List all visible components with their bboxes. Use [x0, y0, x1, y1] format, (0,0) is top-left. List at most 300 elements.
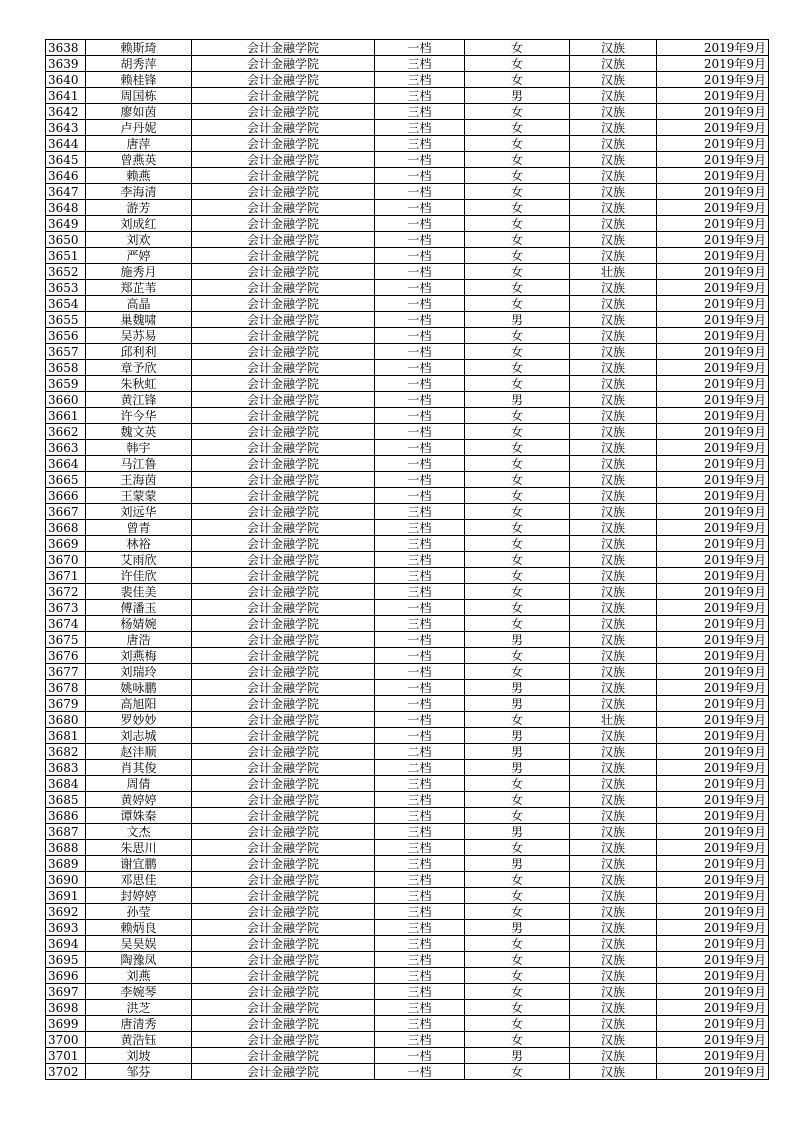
enrollment-date-cell: 2019年9月 — [657, 632, 769, 648]
college-name-cell: 会计金融学院 — [192, 696, 375, 712]
student-name-cell: 韩宇 — [86, 440, 192, 456]
student-name-cell: 唐清秀 — [86, 1016, 192, 1032]
enrollment-date-cell: 2019年9月 — [657, 392, 769, 408]
aid-level-cell: 三档 — [375, 536, 465, 552]
row-number-cell: 3639 — [46, 56, 86, 72]
gender-cell: 男 — [465, 88, 570, 104]
ethnicity-cell: 汉族 — [570, 200, 657, 216]
ethnicity-cell: 汉族 — [570, 696, 657, 712]
row-number-cell: 3675 — [46, 632, 86, 648]
row-number-cell: 3652 — [46, 264, 86, 280]
table-row — [46, 200, 769, 216]
gender-cell: 女 — [465, 280, 570, 296]
college-name-cell: 会计金融学院 — [192, 232, 375, 248]
table-row — [46, 840, 769, 856]
aid-level-cell: 一档 — [375, 488, 465, 504]
enrollment-date-cell: 2019年9月 — [657, 968, 769, 984]
gender-cell: 男 — [465, 1048, 570, 1064]
table-row — [46, 440, 769, 456]
student-name-cell: 唐浩 — [86, 632, 192, 648]
row-number-cell: 3694 — [46, 936, 86, 952]
aid-level-cell: 三档 — [375, 776, 465, 792]
ethnicity-cell: 汉族 — [570, 1016, 657, 1032]
gender-cell: 女 — [465, 600, 570, 616]
table-row — [46, 232, 769, 248]
enrollment-date-cell: 2019年9月 — [657, 840, 769, 856]
enrollment-date-cell: 2019年9月 — [657, 136, 769, 152]
row-number-cell: 3657 — [46, 344, 86, 360]
gender-cell: 女 — [465, 664, 570, 680]
aid-level-cell: 三档 — [375, 616, 465, 632]
enrollment-date-cell: 2019年9月 — [657, 696, 769, 712]
college-name-cell: 会计金融学院 — [192, 520, 375, 536]
table-row — [46, 664, 769, 680]
enrollment-date-cell: 2019年9月 — [657, 264, 769, 280]
aid-level-cell: 一档 — [375, 696, 465, 712]
student-name-cell: 曾燕英 — [86, 152, 192, 168]
student-name-cell: 巢魏啸 — [86, 312, 192, 328]
gender-cell: 女 — [465, 120, 570, 136]
college-name-cell: 会计金融学院 — [192, 296, 375, 312]
enrollment-date-cell: 2019年9月 — [657, 984, 769, 1000]
table-row — [46, 344, 769, 360]
ethnicity-cell: 汉族 — [570, 216, 657, 232]
aid-level-cell: 三档 — [375, 120, 465, 136]
college-name-cell: 会计金融学院 — [192, 856, 375, 872]
college-name-cell: 会计金融学院 — [192, 184, 375, 200]
college-name-cell: 会计金融学院 — [192, 840, 375, 856]
college-name-cell: 会计金融学院 — [192, 584, 375, 600]
enrollment-date-cell: 2019年9月 — [657, 152, 769, 168]
ethnicity-cell: 汉族 — [570, 488, 657, 504]
enrollment-date-cell: 2019年9月 — [657, 776, 769, 792]
student-name-cell: 洪芝 — [86, 1000, 192, 1016]
row-number-cell: 3649 — [46, 216, 86, 232]
row-number-cell: 3654 — [46, 296, 86, 312]
ethnicity-cell: 汉族 — [570, 856, 657, 872]
table-row — [46, 856, 769, 872]
aid-level-cell: 一档 — [375, 152, 465, 168]
gender-cell: 男 — [465, 312, 570, 328]
row-number-cell: 3691 — [46, 888, 86, 904]
college-name-cell: 会计金融学院 — [192, 872, 375, 888]
ethnicity-cell: 汉族 — [570, 888, 657, 904]
aid-level-cell: 一档 — [375, 328, 465, 344]
ethnicity-cell: 汉族 — [570, 872, 657, 888]
student-name-cell: 许今华 — [86, 408, 192, 424]
table-row — [46, 168, 769, 184]
ethnicity-cell: 汉族 — [570, 120, 657, 136]
gender-cell: 女 — [465, 936, 570, 952]
row-number-cell: 3658 — [46, 360, 86, 376]
row-number-cell: 3643 — [46, 120, 86, 136]
student-name-cell: 王蒙蒙 — [86, 488, 192, 504]
student-name-cell: 胡秀萍 — [86, 56, 192, 72]
student-name-cell: 朱思川 — [86, 840, 192, 856]
student-name-cell: 刘燕梅 — [86, 648, 192, 664]
gender-cell: 女 — [465, 984, 570, 1000]
gender-cell: 男 — [465, 680, 570, 696]
gender-cell: 男 — [465, 696, 570, 712]
college-name-cell: 会计金融学院 — [192, 40, 375, 56]
row-number-cell: 3661 — [46, 408, 86, 424]
aid-level-cell: 三档 — [375, 88, 465, 104]
aid-level-cell: 一档 — [375, 248, 465, 264]
table-row — [46, 1064, 769, 1080]
student-name-cell: 赖炳良 — [86, 920, 192, 936]
enrollment-date-cell: 2019年9月 — [657, 376, 769, 392]
college-name-cell: 会计金融学院 — [192, 152, 375, 168]
gender-cell: 女 — [465, 72, 570, 88]
table-row — [46, 296, 769, 312]
aid-level-cell: 三档 — [375, 872, 465, 888]
table-row — [46, 264, 769, 280]
table-row — [46, 520, 769, 536]
college-name-cell: 会计金融学院 — [192, 824, 375, 840]
gender-cell: 女 — [465, 232, 570, 248]
aid-level-cell: 一档 — [375, 632, 465, 648]
college-name-cell: 会计金融学院 — [192, 136, 375, 152]
table-row — [46, 1016, 769, 1032]
gender-cell: 女 — [465, 712, 570, 728]
table-row — [46, 248, 769, 264]
college-name-cell: 会计金融学院 — [192, 248, 375, 264]
row-number-cell: 3646 — [46, 168, 86, 184]
enrollment-date-cell: 2019年9月 — [657, 232, 769, 248]
college-name-cell: 会计金融学院 — [192, 120, 375, 136]
row-number-cell: 3668 — [46, 520, 86, 536]
table-row — [46, 424, 769, 440]
row-number-cell: 3651 — [46, 248, 86, 264]
aid-level-cell: 三档 — [375, 1016, 465, 1032]
ethnicity-cell: 汉族 — [570, 760, 657, 776]
student-name-cell: 高旭阳 — [86, 696, 192, 712]
aid-level-cell: 一档 — [375, 40, 465, 56]
enrollment-date-cell: 2019年9月 — [657, 440, 769, 456]
student-name-cell: 刘远华 — [86, 504, 192, 520]
aid-level-cell: 一档 — [375, 1048, 465, 1064]
college-name-cell: 会计金融学院 — [192, 488, 375, 504]
college-name-cell: 会计金融学院 — [192, 984, 375, 1000]
student-name-cell: 陶豫凤 — [86, 952, 192, 968]
ethnicity-cell: 汉族 — [570, 776, 657, 792]
enrollment-date-cell: 2019年9月 — [657, 648, 769, 664]
ethnicity-cell: 汉族 — [570, 232, 657, 248]
enrollment-date-cell: 2019年9月 — [657, 904, 769, 920]
gender-cell: 女 — [465, 344, 570, 360]
college-name-cell: 会计金融学院 — [192, 616, 375, 632]
row-number-cell: 3663 — [46, 440, 86, 456]
ethnicity-cell: 汉族 — [570, 40, 657, 56]
student-name-cell: 孙莹 — [86, 904, 192, 920]
gender-cell: 女 — [465, 1064, 570, 1080]
ethnicity-cell: 汉族 — [570, 824, 657, 840]
college-name-cell: 会计金融学院 — [192, 392, 375, 408]
gender-cell: 男 — [465, 920, 570, 936]
student-name-cell: 姚咏鹏 — [86, 680, 192, 696]
college-name-cell: 会计金融学院 — [192, 648, 375, 664]
college-name-cell: 会计金融学院 — [192, 664, 375, 680]
enrollment-date-cell: 2019年9月 — [657, 328, 769, 344]
gender-cell: 男 — [465, 728, 570, 744]
enrollment-date-cell: 2019年9月 — [657, 472, 769, 488]
enrollment-date-cell: 2019年9月 — [657, 712, 769, 728]
ethnicity-cell: 壮族 — [570, 264, 657, 280]
college-name-cell: 会计金融学院 — [192, 328, 375, 344]
student-name-cell: 邹芬 — [86, 1064, 192, 1080]
college-name-cell: 会计金融学院 — [192, 280, 375, 296]
gender-cell: 女 — [465, 408, 570, 424]
gender-cell: 女 — [465, 472, 570, 488]
gender-cell: 女 — [465, 440, 570, 456]
college-name-cell: 会计金融学院 — [192, 712, 375, 728]
aid-level-cell: 三档 — [375, 1032, 465, 1048]
table-row — [46, 408, 769, 424]
student-name-cell: 谢宜鹏 — [86, 856, 192, 872]
college-name-cell: 会计金融学院 — [192, 168, 375, 184]
aid-level-cell: 一档 — [375, 280, 465, 296]
gender-cell: 女 — [465, 520, 570, 536]
row-number-cell: 3692 — [46, 904, 86, 920]
table-row — [46, 760, 769, 776]
college-name-cell: 会计金融学院 — [192, 72, 375, 88]
row-number-cell: 3681 — [46, 728, 86, 744]
student-name-cell: 封婷婷 — [86, 888, 192, 904]
row-number-cell: 3665 — [46, 472, 86, 488]
table-row — [46, 328, 769, 344]
row-number-cell: 3667 — [46, 504, 86, 520]
table-row — [46, 456, 769, 472]
college-name-cell: 会计金融学院 — [192, 568, 375, 584]
ethnicity-cell: 汉族 — [570, 88, 657, 104]
college-name-cell: 会计金融学院 — [192, 504, 375, 520]
table-row — [46, 552, 769, 568]
table-row — [46, 1000, 769, 1016]
enrollment-date-cell: 2019年9月 — [657, 40, 769, 56]
table-row — [46, 472, 769, 488]
enrollment-date-cell: 2019年9月 — [657, 312, 769, 328]
gender-cell: 女 — [465, 808, 570, 824]
ethnicity-cell: 汉族 — [570, 312, 657, 328]
aid-level-cell: 一档 — [375, 200, 465, 216]
student-name-cell: 卢丹妮 — [86, 120, 192, 136]
student-name-cell: 赵沣顺 — [86, 744, 192, 760]
ethnicity-cell: 汉族 — [570, 520, 657, 536]
ethnicity-cell: 汉族 — [570, 744, 657, 760]
gender-cell: 女 — [465, 584, 570, 600]
gender-cell: 女 — [465, 168, 570, 184]
aid-level-cell: 一档 — [375, 600, 465, 616]
enrollment-date-cell: 2019年9月 — [657, 424, 769, 440]
college-name-cell: 会计金融学院 — [192, 792, 375, 808]
gender-cell: 男 — [465, 632, 570, 648]
table-row — [46, 936, 769, 952]
college-name-cell: 会计金融学院 — [192, 88, 375, 104]
aid-level-cell: 一档 — [375, 456, 465, 472]
ethnicity-cell: 汉族 — [570, 72, 657, 88]
gender-cell: 女 — [465, 296, 570, 312]
row-number-cell: 3680 — [46, 712, 86, 728]
row-number-cell: 3673 — [46, 600, 86, 616]
gender-cell: 女 — [465, 888, 570, 904]
row-number-cell: 3638 — [46, 40, 86, 56]
college-name-cell: 会计金融学院 — [192, 936, 375, 952]
gender-cell: 女 — [465, 216, 570, 232]
table-row — [46, 648, 769, 664]
gender-cell: 男 — [465, 856, 570, 872]
row-number-cell: 3640 — [46, 72, 86, 88]
table-row — [46, 360, 769, 376]
student-name-cell: 刘志城 — [86, 728, 192, 744]
aid-level-cell: 一档 — [375, 168, 465, 184]
enrollment-date-cell: 2019年9月 — [657, 824, 769, 840]
aid-level-cell: 一档 — [375, 376, 465, 392]
ethnicity-cell: 汉族 — [570, 344, 657, 360]
enrollment-date-cell: 2019年9月 — [657, 568, 769, 584]
student-name-cell: 廖如茵 — [86, 104, 192, 120]
row-number-cell: 3672 — [46, 584, 86, 600]
enrollment-date-cell: 2019年9月 — [657, 920, 769, 936]
student-name-cell: 李海清 — [86, 184, 192, 200]
row-number-cell: 3700 — [46, 1032, 86, 1048]
table-row — [46, 952, 769, 968]
table-row — [46, 568, 769, 584]
college-name-cell: 会计金融学院 — [192, 952, 375, 968]
aid-level-cell: 三档 — [375, 888, 465, 904]
table-row — [46, 104, 769, 120]
ethnicity-cell: 汉族 — [570, 680, 657, 696]
aid-level-cell: 一档 — [375, 344, 465, 360]
aid-level-cell: 三档 — [375, 56, 465, 72]
college-name-cell: 会计金融学院 — [192, 56, 375, 72]
student-name-cell: 赖桂锋 — [86, 72, 192, 88]
ethnicity-cell: 汉族 — [570, 360, 657, 376]
table-row — [46, 1048, 769, 1064]
enrollment-date-cell: 2019年9月 — [657, 296, 769, 312]
table-row — [46, 120, 769, 136]
enrollment-date-cell: 2019年9月 — [657, 952, 769, 968]
gender-cell: 女 — [465, 40, 570, 56]
student-name-cell: 谭姝秦 — [86, 808, 192, 824]
college-name-cell: 会计金融学院 — [192, 424, 375, 440]
student-name-cell: 吴昊娱 — [86, 936, 192, 952]
student-name-cell: 郑芷苇 — [86, 280, 192, 296]
row-number-cell: 3641 — [46, 88, 86, 104]
ethnicity-cell: 汉族 — [570, 56, 657, 72]
ethnicity-cell: 汉族 — [570, 376, 657, 392]
ethnicity-cell: 汉族 — [570, 632, 657, 648]
college-name-cell: 会计金融学院 — [192, 456, 375, 472]
student-name-cell: 周国栋 — [86, 88, 192, 104]
row-number-cell: 3677 — [46, 664, 86, 680]
gender-cell: 女 — [465, 616, 570, 632]
enrollment-date-cell: 2019年9月 — [657, 760, 769, 776]
table-row — [46, 392, 769, 408]
student-roster-table — [45, 39, 769, 1080]
table-row — [46, 280, 769, 296]
aid-level-cell: 三档 — [375, 1000, 465, 1016]
table-row — [46, 904, 769, 920]
student-name-cell: 王海茵 — [86, 472, 192, 488]
enrollment-date-cell: 2019年9月 — [657, 72, 769, 88]
table-row — [46, 744, 769, 760]
student-name-cell: 刘燕 — [86, 968, 192, 984]
row-number-cell: 3687 — [46, 824, 86, 840]
aid-level-cell: 三档 — [375, 584, 465, 600]
enrollment-date-cell: 2019年9月 — [657, 792, 769, 808]
enrollment-date-cell: 2019年9月 — [657, 504, 769, 520]
college-name-cell: 会计金融学院 — [192, 376, 375, 392]
row-number-cell: 3648 — [46, 200, 86, 216]
enrollment-date-cell: 2019年9月 — [657, 744, 769, 760]
enrollment-date-cell: 2019年9月 — [657, 536, 769, 552]
gender-cell: 男 — [465, 760, 570, 776]
student-name-cell: 黄江锋 — [86, 392, 192, 408]
enrollment-date-cell: 2019年9月 — [657, 1000, 769, 1016]
enrollment-date-cell: 2019年9月 — [657, 104, 769, 120]
table-row — [46, 808, 769, 824]
row-number-cell: 3656 — [46, 328, 86, 344]
ethnicity-cell: 汉族 — [570, 1048, 657, 1064]
enrollment-date-cell: 2019年9月 — [657, 584, 769, 600]
enrollment-date-cell: 2019年9月 — [657, 1016, 769, 1032]
aid-level-cell: 三档 — [375, 136, 465, 152]
ethnicity-cell: 汉族 — [570, 152, 657, 168]
ethnicity-cell: 汉族 — [570, 904, 657, 920]
aid-level-cell: 三档 — [375, 920, 465, 936]
ethnicity-cell: 汉族 — [570, 936, 657, 952]
aid-level-cell: 一档 — [375, 1064, 465, 1080]
aid-level-cell: 三档 — [375, 568, 465, 584]
row-number-cell: 3669 — [46, 536, 86, 552]
enrollment-date-cell: 2019年9月 — [657, 456, 769, 472]
college-name-cell: 会计金融学院 — [192, 1016, 375, 1032]
ethnicity-cell: 汉族 — [570, 616, 657, 632]
ethnicity-cell: 汉族 — [570, 456, 657, 472]
student-name-cell: 高晶 — [86, 296, 192, 312]
ethnicity-cell: 汉族 — [570, 440, 657, 456]
ethnicity-cell: 汉族 — [570, 952, 657, 968]
student-name-cell: 杨婧婉 — [86, 616, 192, 632]
table-row — [46, 1032, 769, 1048]
ethnicity-cell: 汉族 — [570, 472, 657, 488]
gender-cell: 女 — [465, 152, 570, 168]
enrollment-date-cell: 2019年9月 — [657, 808, 769, 824]
gender-cell: 女 — [465, 264, 570, 280]
ethnicity-cell: 汉族 — [570, 728, 657, 744]
college-name-cell: 会计金融学院 — [192, 888, 375, 904]
student-name-cell: 刘坡 — [86, 1048, 192, 1064]
gender-cell: 男 — [465, 824, 570, 840]
student-name-cell: 刘欢 — [86, 232, 192, 248]
ethnicity-cell: 汉族 — [570, 392, 657, 408]
enrollment-date-cell: 2019年9月 — [657, 88, 769, 104]
table-row — [46, 88, 769, 104]
ethnicity-cell: 汉族 — [570, 968, 657, 984]
college-name-cell: 会计金融学院 — [192, 536, 375, 552]
aid-level-cell: 一档 — [375, 440, 465, 456]
row-number-cell: 3653 — [46, 280, 86, 296]
row-number-cell: 3690 — [46, 872, 86, 888]
student-name-cell: 李婉琴 — [86, 984, 192, 1000]
gender-cell: 女 — [465, 56, 570, 72]
enrollment-date-cell: 2019年9月 — [657, 408, 769, 424]
aid-level-cell: 一档 — [375, 648, 465, 664]
enrollment-date-cell: 2019年9月 — [657, 344, 769, 360]
enrollment-date-cell: 2019年9月 — [657, 1048, 769, 1064]
ethnicity-cell: 汉族 — [570, 1064, 657, 1080]
table-row — [46, 312, 769, 328]
